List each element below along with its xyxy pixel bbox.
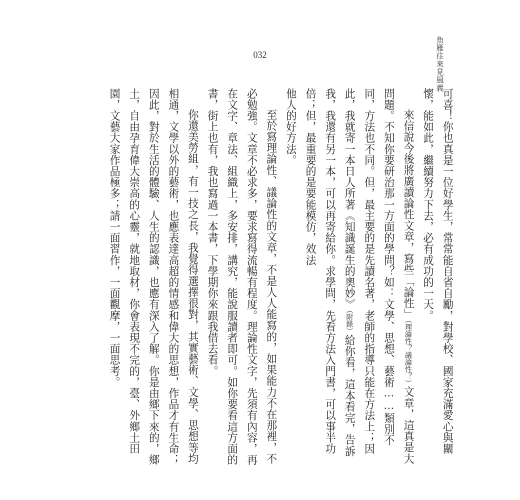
paragraph-2-part-b: 文章，這真是大問題。不知你要研治那一方面的學問？如：文學、思想、藝術……類別不同，方法也不同。但，最主要的是先讀名著，老師的指導只能在方法上；因此，我就寄一本日人所著《知識誕生的奧妙》	[343, 88, 415, 465]
paragraph-1: 可喜！你也真是一位好學生，常常能自省自勵，對學校、國家充滿愛心與關懷，能如此，繼續努力下去，必有成功的一天。	[422, 88, 454, 455]
paragraph-2-inline-note-2: （附錄）	[345, 310, 354, 335]
running-head: 魚雁往來見風義	[435, 36, 445, 92]
paragraph-2-part-a: 來信說今後將廣讀論性文章，寫些「論性」	[402, 109, 415, 321]
paragraph-4: 至於寫理論性、議論性的文章，不是人人能寫的，如果能力不在那裡，不必勉強。文章不必求多，要求寫得流暢有程度。理論性文字，先須有內容，再在文字、章法、組織上，多安排，講究，能說服讀者即可。如你要看這方面的書，街上也有，我也寫過一本書，下學期你來跟我借去看。	[206, 88, 278, 466]
paragraph-3: 他人的好方法。	[284, 88, 297, 166]
body-text-block	[104, 88, 454, 478]
paragraph-2-inline-note: （理論性？議論性？）	[404, 320, 413, 387]
paragraph-5: 你還美勞組，有一技之長，我覺得選擇很對，其實藝術、文學、思想等均相通，文學以外的藝術，也應表達高超的情感和偉大的思想，作品才有生命；因此，對於生活的體驗、人生的認識，也應有深入了解。你是由鄉下來的，鄉土，自由孕育偉大崇高的心靈，就地取材，你會表現不完的，臺、外鄉土田園，文藝大家作品極多；請一面習作，一面觀摩，一面思考。	[108, 88, 199, 466]
paragraph-2-part-c: 給你看，這本看完，告訴我，我還有另一本，可以再寄給你。求學問，先看方法入門書，可以事半功倍；但，最重要的是要能模仿，效法	[304, 88, 356, 457]
paragraph-2	[300, 88, 418, 468]
vertical-body-text	[104, 88, 457, 468]
page-number: 032	[253, 50, 267, 60]
